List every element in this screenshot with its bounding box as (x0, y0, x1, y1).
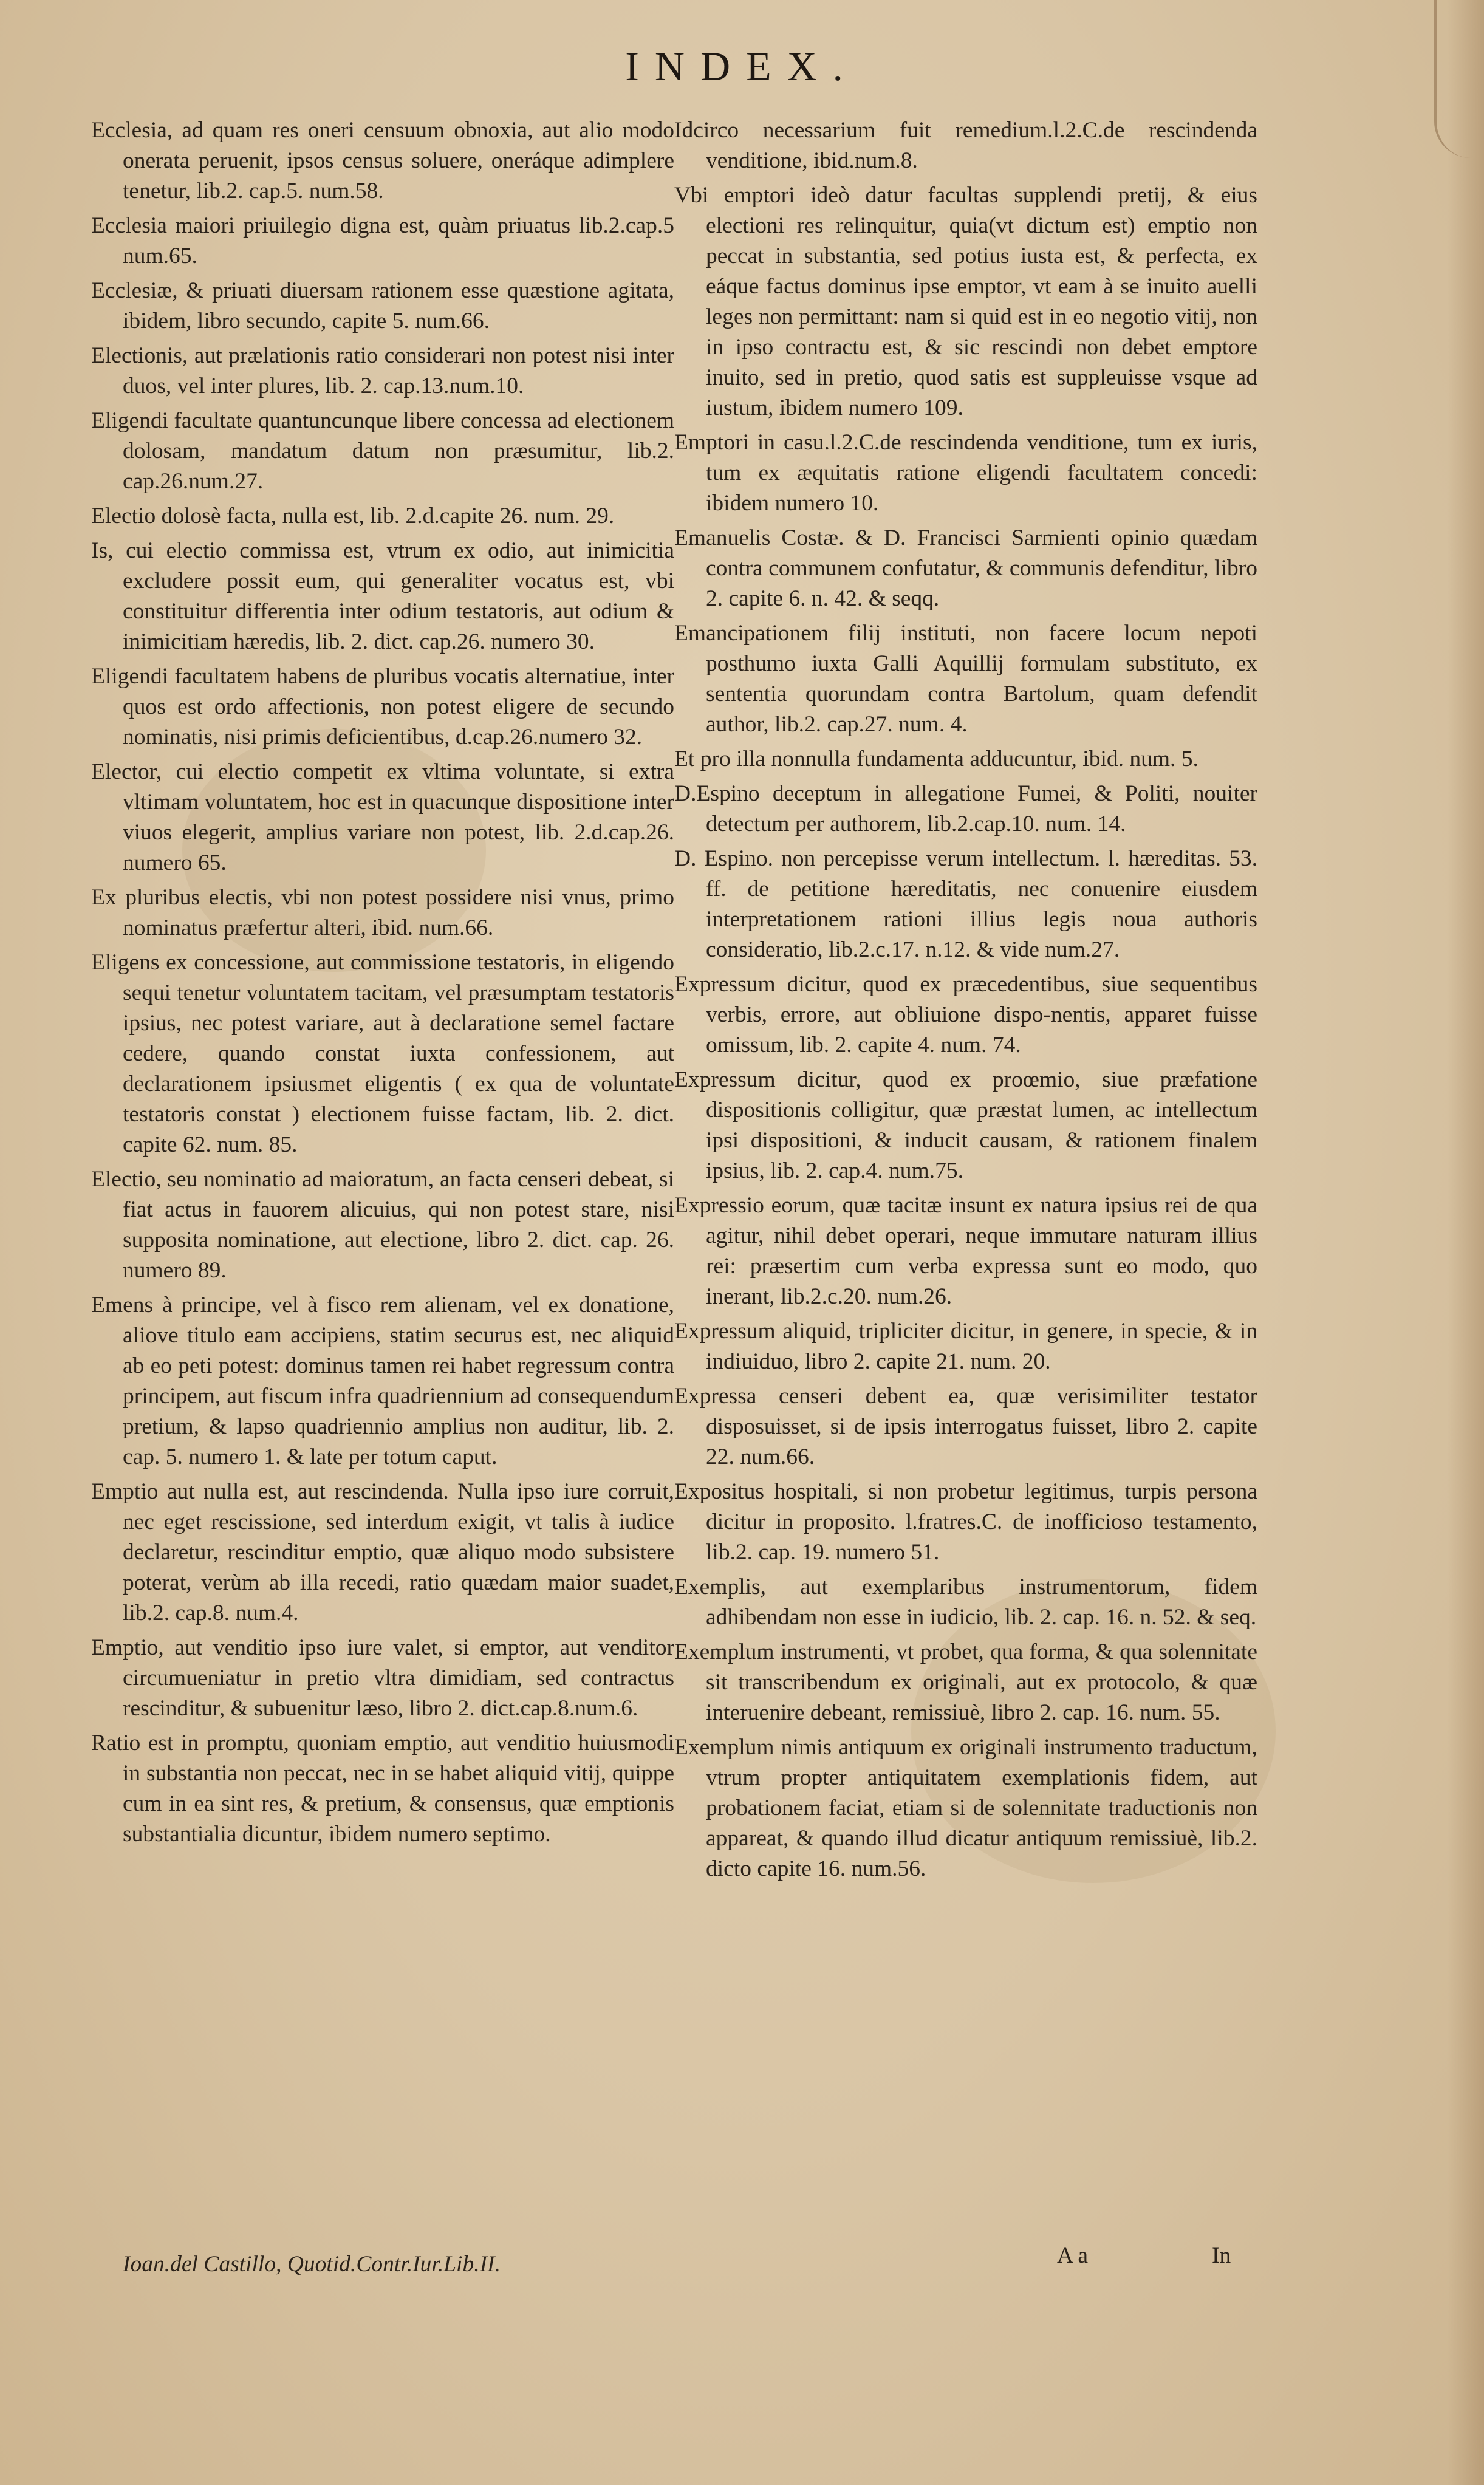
index-entry: Exemplum instrumenti, vt probet, qua forma, & qua solennitate sit transcribendum ex originali, aut ex protocolo, & quæ interuenire debeant, remissiuè, libro 2. cap. 16. num. 55. (674, 1639, 1257, 1725)
page-title: INDEX. (625, 43, 859, 89)
index-entry: Emens à principe, vel à fisco rem alienam, vel ex donatione, aliove titulo eam accipiens, statim securus est, nec aliquid ab eo peti potest: dominus tamen rei habet regressum contra principem, aut fiscum infra quadriennium ad consequendum pretium, & lapso quadriennio amplius non auditur, lib. 2. cap. 5. numero 1. & late per totum caput. (91, 1293, 674, 1469)
catchword: In (1212, 2243, 1231, 2268)
index-entry: Ex pluribus electis, vbi non potest possidere nisi vnus, primo nominatus præfertur alteri, ibid. num.66. (91, 885, 674, 940)
index-entry: D.Espino deceptum in allegatione Fumei, & Politi, nouiter detectum per authorem, lib.2.cap.10. num. 14. (674, 781, 1257, 836)
index-entry: Expressum aliquid, tripliciter dicitur, in genere, in specie, & in indiuiduo, libro 2. capite 21. num. 20. (674, 1319, 1257, 1374)
index-entry: Emptori in casu.l.2.C.de rescindenda venditione, tum ex iuris, tum ex æquitatis ratione eligendi facultatem concedi: ibidem numero 10. (674, 430, 1257, 516)
signature-mark: A a (1057, 2243, 1089, 2268)
running-footer: Ioan.del Castillo, Quotid.Contr.Iur.Lib.II. (123, 2252, 501, 2277)
index-entry: Et pro illa nonnulla fundamenta adducuntur, ibid. num. 5. (674, 747, 1198, 771)
index-entry: Expressum dicitur, quod ex proœmio, siue præfatione dispositionis colligitur, quæ præstat lumen, ac intellectum ipsi dispositioni, & inducit causam, & rationem finalem ipsius, lib. 2. cap.4. num.75. (674, 1067, 1257, 1183)
index-entry: Emptio aut nulla est, aut rescindenda. Nulla ipso iure corruit, nec eget rescissione, sed interdum exigit, vt talis à iudice declaretur, rescinditur emptio, quæ aliquo modo subsistere poterat, verùm ab illa recedi, ratio quædam maior suadet, lib.2. cap.8. num.4. (91, 1479, 674, 1625)
index-entry: Elector, cui electio competit ex vltima voluntate, si extra vltimam voluntatem, hoc est in quacunque dispositione inter viuos elegerit, amplius variare non potest, lib. 2.d.cap.26. numero 65. (91, 759, 674, 875)
left-column (91, 115, 674, 1854)
index-entry: Eligens ex concessione, aut commissione testatoris, in eligendo sequi tenetur voluntatem tacitam, vel præsumptam testatoris ipsius, nec potest variare, aut à declaratione semel factare cedere, quando constat iuxta confessionem, aut declarationem ipsiusmet eligentis ( ex qua de voluntate testatoris constat ) electionem fuisse factam, lib. 2. dict. capite 62. num. 85. (91, 950, 674, 1157)
index-entry: Ecclesiæ, & priuati diuersam rationem esse quæstione agitata, ibidem, libro secundo, capite 5. num.66. (91, 278, 674, 333)
index-entry: Expressio eorum, quæ tacitæ insunt ex natura ipsius rei de qua agitur, nihil debet operari, neque immutare naturam illius rei: præsertim cum verba expressa sunt eo modo, quo inerant, lib.2.c.20. num.26. (674, 1193, 1257, 1309)
index-entry: Expressum dicitur, quod ex præcedentibus, siue sequentibus verbis, errore, aut obliuione dispo-nentis, apparet fuisse omissum, lib. 2. capite 4. num. 74. (674, 972, 1257, 1058)
index-entry: Ecclesia, ad quam res oneri censuum obnoxia, aut alio modo onerata peruenit, ipsos census soluere, oneráque adimplere tenetur, lib.2. cap.5. num.58. (91, 118, 674, 203)
index-entry: Expositus hospitali, si non probetur legitimus, turpis persona dicitur in proposito. l.fratres.C. de inofficioso testamento, lib.2. cap. 19. numero 51. (674, 1479, 1257, 1565)
index-entry: Electio, seu nominatio ad maioratum, an facta censeri debeat, si fiat actus in fauorem alicuius, qui non potest stare, nisi supposita nominatione, aut electione, libro 2. dict. cap. 26. numero 89. (91, 1167, 674, 1283)
index-entry: Ecclesia maiori priuilegio digna est, quàm priuatus lib.2.cap.5 num.65. (91, 213, 674, 268)
index-entry: Ratio est in promptu, quoniam emptio, aut venditio huiusmodi in substantia non peccat, nec in se habet aliquid vitij, quippe cum in ea sint res, & pretium, & consensus, quæ emptionis substantialia dicuntur, ibidem numero septimo. (91, 1731, 674, 1847)
index-entry: Eligendi facultate quantuncunque libere concessa ad electionem dolosam, mandatum datum non præsumitur, lib.2. cap.26.num.27. (91, 408, 675, 494)
index-entry: D. Espino. non percepisse verum intellectum. l. hæreditas. 53. ff. de petitione hæreditatis, nec conuenire eiusdem interpretationem rationi illius legis noua authoris consideratio, lib.2.c.17. n.12. & vide num.27. (674, 846, 1257, 962)
right-column (674, 115, 1257, 1889)
index-entry: Idcirco necessarium fuit remedium.l.2.C.de rescindenda venditione, ibid.num.8. (674, 118, 1257, 173)
index-entry: Is, cui electio commissa est, vtrum ex odio, aut inimicitia excludere possit eum, qui generaliter vocatus est, vbi constituitur differentia inter odium testatoris, aut odium & inimicitiam hæredis, lib. 2. dict. cap.26. numero 30. (91, 538, 674, 654)
index-entry: Expressa censeri debent ea, quæ verisimiliter testator disposuisset, si de ipsis interrogatus fuisset, libro 2. capite 22. num.66. (674, 1384, 1257, 1469)
index-entry: Exemplum nimis antiquum ex originali instrumento traductum, vtrum propter antiquitatem exemplationis fidem, aut probationem faciat, etiam si de solennitate traductionis non appareat, & quando illud dicatur antiquum remissiuè, lib.2. dicto capite 16. num.56. (674, 1735, 1257, 1881)
index-entry: Electionis, aut prælationis ratio considerari non potest nisi inter duos, vel inter plures, lib. 2. cap.13.num.10. (91, 343, 674, 398)
index-entry: Eligendi facultatem habens de pluribus vocatis alternatiue, inter quos est ordo affectionis, non potest eligere de secundo nominatis, nisi primis deficientibus, d.cap.26.numero 32. (91, 664, 674, 750)
page-edge-shadow (1448, 0, 1484, 2485)
index-entry: Emancipationem filij instituti, non facere locum nepoti posthumo iuxta Galli Aquillij formulam substituto, ex sententia quorundam contra Bartolum, quam defendit author, lib.2. cap.27. num. 4. (674, 621, 1257, 737)
index-entry: Vbi emptori ideò datur facultas supplendi pretij, & eius electioni res relinquitur, quia(vt dictum est) emptio non peccat in substantia, sed potius iusta est, & perfecta, ex eáque factus dominus ipse emptor, vt eam à se inuito auelli leges non permittant: nam si quid est in eo negotio vitij, non in ipso contractu est, & sic rescindi non debet emptore inuito, sed in pretio, quod satis est suppleuisse vsque ad iustum, ibidem numero 109. (674, 183, 1257, 420)
index-entry: Exemplis, aut exemplaribus instrumentorum, fidem adhibendam non esse in iudicio, lib. 2. cap. 16. n. 52. & seq. (674, 1574, 1257, 1630)
index-entry: Emptio, aut venditio ipso iure valet, si emptor, aut venditor circumueniatur in pretio vltra dimidiam, sed contractus rescinditur, & subuenitur læso, libro 2. dict.cap.8.num.6. (91, 1635, 674, 1721)
index-entry: Electio dolosè facta, nulla est, lib. 2.d.capite 26. num. 29. (91, 504, 615, 528)
index-entry: Emanuelis Costæ. & D. Francisci Sarmienti opinio quædam contra communem confutatur, & communis defenditur, libro 2. capite 6. n. 42. & seqq. (674, 525, 1257, 611)
